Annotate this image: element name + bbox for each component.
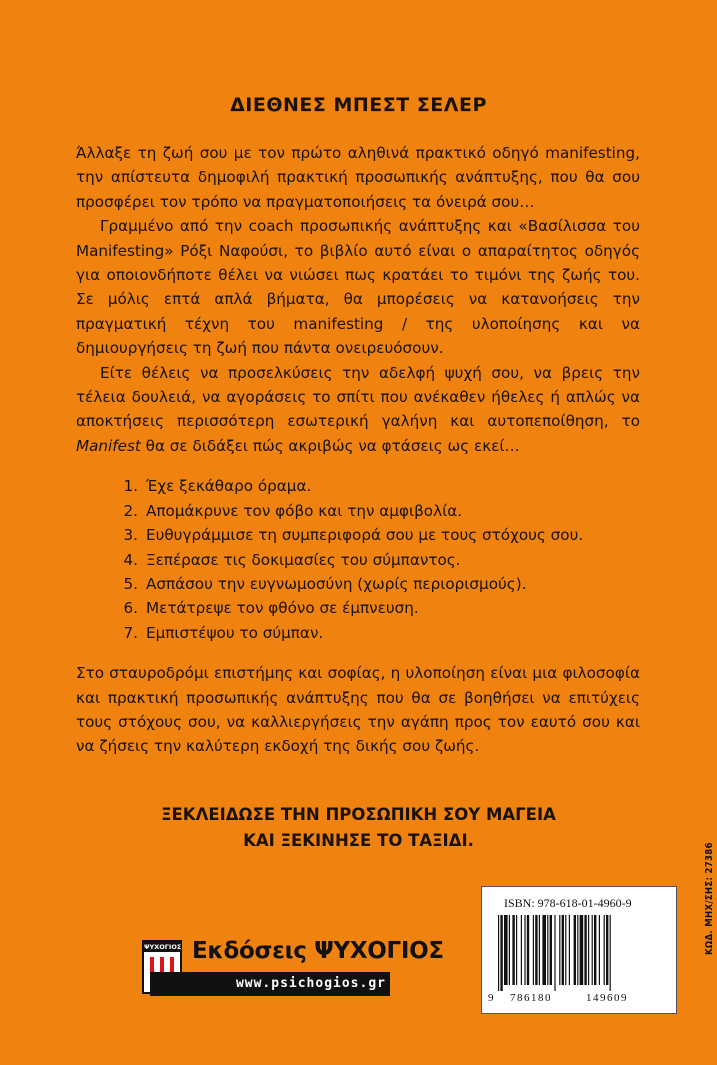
- slogan: [0, 802, 717, 854]
- barcode-digits-left: 786180: [510, 992, 552, 1004]
- paragraph-author: Γραμμένο από την coach προσωπικής ανάπτυξης και «Βασίλισσα του Manifesting» Ρόξι Ναφούσι, το βιβλίο αυτό είναι ο απαραίτητος οδηγός για οποιονδήποτε θέλει να νιώσει πως κρατάει το τιμόνι της ζωής του. Σε μόλις επτά απλά βήματα, θα μπορέσεις να κατανοήσεις την πραγματική τέχνη του manifesting / της υλοποίησης και να δημιουργήσεις τη ζωή που πάντα ονειρευόσουν.: [76, 217, 640, 358]
- list-item: [116, 621, 640, 645]
- list-item-text: Ασπάσου την ευγνωμοσύνη (χωρίς περιορισμούς).: [146, 574, 527, 593]
- paragraph-goals-end: θα σε διδάξει πώς ακριβώς να φτάσεις ως εκεί…: [145, 436, 520, 455]
- list-item-number: 1.: [123, 477, 138, 496]
- list-item: [116, 474, 640, 498]
- list-item-text: Μετάτρεψε τον φθόνο σε έμπνευση.: [146, 599, 419, 618]
- barcode-icon: [496, 915, 660, 991]
- barcode-digit-first: 9: [488, 992, 495, 1004]
- list-item: [116, 523, 640, 547]
- list-item-text: Έχε ξεκάθαρο όραμα.: [146, 477, 312, 496]
- list-item-text: Εμπιστέψου το σύμπαν.: [146, 623, 324, 642]
- product-code: ΚΩΔ. ΜΗΧ/ΣΗΣ: 27386: [704, 842, 715, 955]
- publisher-logo-text: ΨΥΧΟΓΙΟΣ: [144, 943, 182, 951]
- book-title-italic: Manifest: [76, 436, 141, 455]
- paragraph-closing: Στο σταυροδρόμι επιστήμης και σοφίας, η υλοποίηση είναι μια φιλοσοφία και πρακτική προσωπικής ανάπτυξης που θα σε βοηθήσει να επιτύχεις τους στόχους σου, να καλλιεργήσεις την αγάπη προς τον εαυτό σου και να ζήσεις την καλύτερη εκδοχή της δικής σου ζωής.: [76, 664, 640, 756]
- list-item: [116, 572, 640, 596]
- barcode-box: [481, 886, 677, 1014]
- paragraph-goals: [76, 361, 640, 459]
- barcode-digits-right: 149609: [586, 992, 628, 1004]
- list-item: [116, 499, 640, 523]
- list-item: [116, 548, 640, 572]
- list-item-text: Ξεπέρασε τις δοκιμασίες του σύμπαντος.: [146, 550, 461, 569]
- publisher-name: Εκδόσεις ΨΥΧΟΓΙΟΣ: [192, 938, 444, 964]
- list-item-number: 4.: [123, 550, 138, 569]
- slogan-line-2: ΚΑΙ ΞΕΚΙΝΗΣΕ ΤΟ ΤΑΞΙΔΙ.: [243, 831, 474, 850]
- paragraph-goals-text: Είτε θέλεις να προσελκύσεις την αδελφή ψυχή σου, να βρεις την τέλεια δουλειά, να αγοράσεις το σπίτι που ανέκαθεν ήθελες ή απλώς να αποκτήσεις περισσότερη εσωτερική γαλήνη και αυτοπεποίθηση, το: [76, 363, 640, 431]
- back-cover-heading: ΔΙΕΘΝΕΣ ΜΠΕΣΤ ΣΕΛΕΡ: [230, 94, 487, 116]
- isbn-label: ISBN: 978-618-01-4960-9: [504, 896, 632, 910]
- blurb: [76, 141, 640, 759]
- publisher-url: www.psichogios.gr: [150, 972, 390, 996]
- slogan-line-1: ΞΕΚΛΕΙΔΩΣΕ ΤΗΝ ΠΡΟΣΩΠΙΚΗ ΣΟΥ ΜΑΓΕΙΑ: [161, 805, 556, 824]
- list-item-text: Ευθυγράμμισε τη συμπεριφορά σου με τους στόχους σου.: [146, 526, 584, 545]
- list-item-number: 2.: [123, 501, 138, 520]
- list-item: [116, 596, 640, 620]
- list-item-number: 7.: [123, 623, 138, 642]
- list-item-number: 3.: [123, 526, 138, 545]
- list-item-number: 5.: [123, 574, 138, 593]
- list-item-text: Απομάκρυνε τον φόβο και την αμφιβολία.: [146, 501, 463, 520]
- paragraph-intro: Άλλαξε τη ζωή σου με τον πρώτο αληθινά πρακτικό οδηγό manifesting, την απίστευτα δημοφιλή πρακτική προσωπικής ανάπτυξης, που θα σου προσφέρει τον τρόπο να πραγματοποιήσεις τα όνειρά σου…: [76, 144, 640, 211]
- seven-steps-list: [76, 474, 640, 645]
- list-item-number: 6.: [123, 599, 138, 618]
